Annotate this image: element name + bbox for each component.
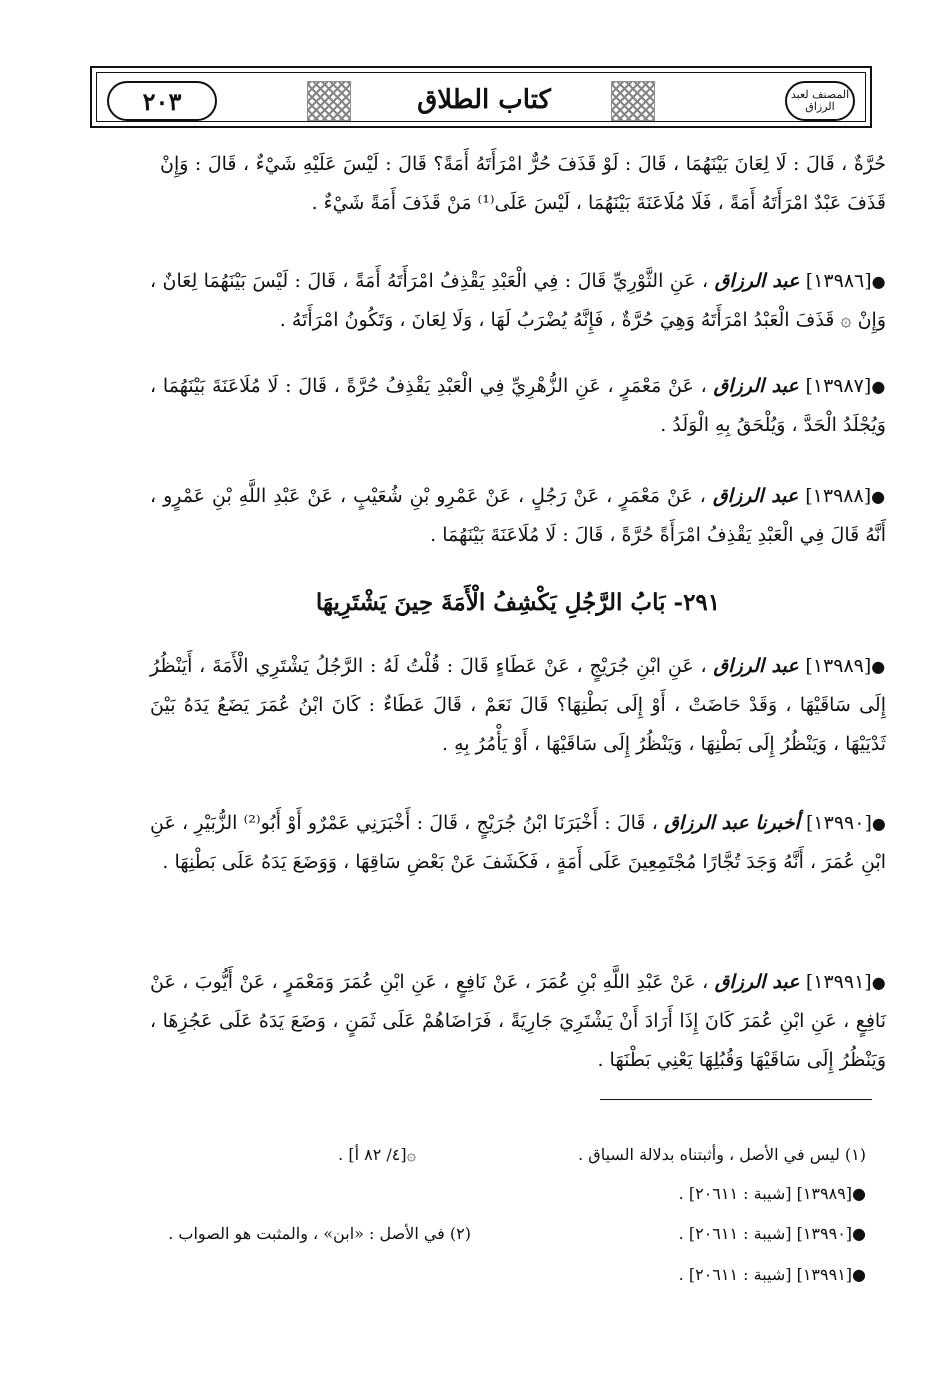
hadith-text: ، عَنِ الثَّوْرِيِّ قَالَ : فِي الْعَبْدِ يَقْذِفُ امْرَأَتَهُ أَمَةً ، قَالَ : لَيْسَ بَيْنَهُمَا لِعَانٌ ، وَإِنْ ۞ قَذَفَ الْعَبْدُ امْرَأَتَهُ وَهِيَ حُرَّةٌ ، فَإِنَّهُ يُضْرَبُ لَهَا ، وَلَا لِعَانَ ، وَتَكُونُ امْرَأَتَهُ .: [150, 270, 886, 331]
source-ref: ●[١٣٩٩١] [شيبة : ٢٠٦١١] .: [678, 1265, 866, 1284]
bullet-icon: ●: [871, 657, 887, 676]
hadith-number: [١٣٩٨٧]: [805, 375, 872, 397]
footnote-2: (٢) في الأصل : «ابن» ، والمثبت هو الصواب .: [168, 1224, 471, 1243]
hadith-number: [١٣٩٩٠]: [805, 812, 872, 834]
bullet-icon: ●: [871, 973, 887, 992]
bullet-icon: ●: [871, 272, 886, 291]
hadith-number: [١٣٩٨٦]: [805, 270, 872, 292]
ornament-right: [611, 81, 655, 121]
hadith-text: ، عَنْ مَعْمَرٍ ، عَنِ الزُّهْرِيِّ فِي الْعَبْدِ يَقْذِفُ حُرَّةً ، قَالَ : لَا مُلَاعَنَةَ بَيْنَهُمَا ، وَيُجْلَدُ الْحَدَّ ، وَيُلْحَقُ بِهِ الْوَلَدُ .: [150, 375, 886, 436]
hadith-entry: [150, 804, 886, 882]
hadith-number: [١٣٩٨٨]: [805, 485, 872, 507]
hadith-narrator: عبد الرزاق: [714, 270, 800, 292]
hadith-entry: [150, 477, 886, 555]
hadith-narrator: عبد الرزاق: [714, 971, 800, 993]
hadith-text: ، قَالَ : أَخْبَرَنَا ابْنُ جُرَيْجٍ ، قَالَ : أَخْبَرَنِي عَمْرٌو أَوْ أَبُو⁽²⁾ الزُّبَيْرِ ، عَنِ ابْنِ عُمَرَ ، أَنَّهُ وَجَدَ تُجَّارًا مُجْتَمِعِينَ عَلَى أَمَةٍ ، فَكَشَفَ عَنْ بَعْضِ سَاقِهَا ، وَوَضَعَ يَدَهُ عَلَى بَطْنِهَا .: [150, 812, 886, 873]
source-ref: ●[١٣٩٩٠] [شيبة : ٢٠٦١١] .: [678, 1224, 866, 1243]
hadith-number: [١٣٩٩١]: [805, 971, 872, 993]
hadith-narrator: عبد الرزاق: [713, 655, 799, 677]
page-number: ٢٠٣: [107, 81, 217, 121]
section-heading: ٢٩١- بَابُ الرَّجُلِ يَكْشِفُ الْأَمَةَ حِينَ يَشْتَرِيهَا: [315, 589, 721, 616]
ornament-left: [307, 81, 351, 121]
hadith-number: [١٣٩٨٩]: [805, 655, 872, 677]
hadith-text: ، عَنْ عَبْدِ اللَّهِ بْنِ عُمَرَ ، عَنْ نَافِعٍ ، عَنِ ابْنِ عُمَرَ وَمَعْمَرٍ ، عَنْ أَيُّوبَ ، عَنْ نَافِعٍ ، عَنِ ابْنِ عُمَرَ كَانَ إِذَا أَرَادَ أَنْ يَشْتَرِيَ جَارِيَةً ، فَرَاضَاهُمْ عَلَى ثَمَنٍ ، وَضَعَ يَدَهُ عَلَى عَجُزِهَا ، وَيَنْظُرُ إِلَى سَاقَيْهَا وَقُبُلِهَا يَعْنِي بَطْنَهَا .: [150, 971, 886, 1071]
continuation-paragraph: حُرَّةٌ ، قَالَ : لَا لِعَانَ بَيْنَهُمَا ، قَالَ : لَوْ قَذَفَ حُرٌّ امْرَأَتَهُ أَمَةً؟ قَالَ : لَيْسَ عَلَيْهِ شَيْءٌ ، قَالَ : وَإِنْ قَذَفَ عَبْدٌ امْرَأَتَهُ أَمَةً ، فَلَا مُلَاعَنَةَ بَيْنَهُمَا ، لَيْسَ عَلَى⁽¹⁾ مَنْ قَذَفَ أَمَةً شَيْءٌ .: [160, 153, 886, 214]
bullet-icon: ●: [871, 377, 887, 396]
hadith-entry: [150, 963, 886, 1080]
bullet-icon: ●: [871, 814, 886, 833]
chapter-title: كتاب الطلاق: [417, 85, 551, 115]
hadith-text: ، عَنِ ابْنِ جُرَيْجٍ ، عَنْ عَطَاءٍ قَالَ : قُلْتُ لَهُ : الرَّجُلُ يَشْتَرِي الْأَمَةَ ، أَيَنْظُرُ إِلَى سَاقَيْهَا ، وَقَدْ حَاضَتْ ، أَوْ إِلَى بَطْنِهَا؟ قَالَ نَعَمْ ، قَالَ عَطَاءٌ : كَانَ ابْنُ عُمَرَ يَضَعُ يَدَهُ بَيْنَ ثَدْيَيْهَا ، وَيَنْظُرُ إِلَى بَطْنِهَا ، وَيَنْظُرُ إِلَى سَاقَيْهَا ، أَوْ يَأْمُرُ بِهِ .: [150, 655, 886, 755]
hadith-entry: [150, 647, 886, 764]
footnote-divider: [600, 1099, 872, 1100]
hadith-narrator: عبد الرزاق: [713, 375, 799, 397]
footnote-1-ref: ۞[٤/ ٨٢ أ] .: [338, 1145, 416, 1164]
hadith-entry: [150, 262, 886, 340]
book-logo: المصنف لعبد الرزاق: [785, 81, 855, 121]
hadith-entry: [150, 367, 886, 445]
footnote-1: (١) ليس في الأصل ، وأثبتناه بدلالة السياق .: [578, 1145, 866, 1164]
hadith-text: ، عَنْ مَعْمَرٍ ، عَنْ رَجُلٍ ، عَنْ عَمْرِو بْنِ شُعَيْبٍ ، عَنْ عَبْدِ اللَّهِ بْنِ عَمْرٍو ، أَنَّهُ قَالَ فِي الْعَبْدِ يَقْذِفُ امْرَأَةً حُرَّةً ، قَالَ : لَا مُلَاعَنَةَ بَيْنَهُمَا .: [150, 485, 886, 546]
hadith-narrator: عبد الرزاق: [712, 485, 799, 507]
bullet-icon: ●: [871, 487, 886, 506]
source-ref: ●[١٣٩٨٩] [شيبة : ٢٠٦١١] .: [678, 1184, 866, 1203]
hadith-narrator: أخبرنا عبد الرزاق: [664, 812, 800, 834]
header-inner-frame: [96, 72, 866, 122]
page-header: [90, 66, 872, 128]
